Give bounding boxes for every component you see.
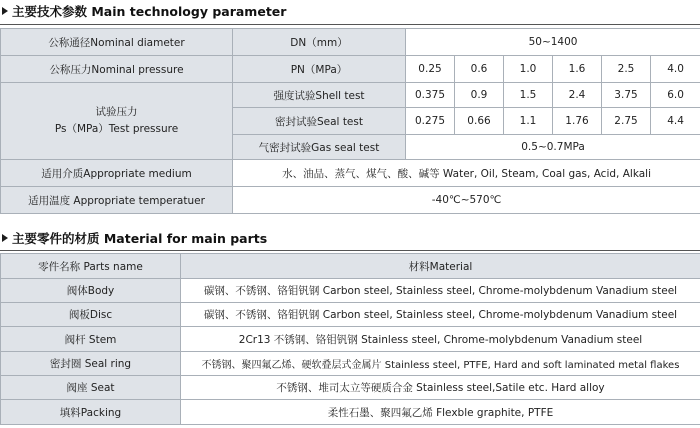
part-name-cell: 密封圈 Seal ring [1, 352, 181, 376]
part-name-cell: 填料Packing [1, 400, 181, 425]
dn-range-value: 50~1400 [406, 29, 700, 56]
table-row [1, 160, 700, 187]
part-name-cell: 阀板Disc [1, 303, 181, 327]
part-name-cell: 阀体Body [1, 279, 181, 303]
shell-test-value: 1.5 [504, 83, 553, 108]
pn-value: 0.25 [406, 56, 455, 83]
shell-test-value: 3.75 [602, 83, 651, 108]
shell-test-label: 强度试验Shell test [233, 83, 406, 108]
table-row [1, 279, 700, 303]
section-title: 主要技术参数 Main technology parameter [12, 4, 287, 19]
seal-test-value: 1.76 [553, 108, 602, 135]
part-material-cell: 柔性石墨、聚四氟乙烯 Flexble graphite, PTFE [181, 400, 700, 425]
table-row [1, 352, 700, 376]
part-material-cell: 碳钢、不锈钢、铬钼钒钢 Carbon steel, Stainless steel, Chrome-molybdenum Vanadium steel [181, 303, 700, 327]
table-row [1, 187, 700, 214]
table-row [1, 376, 700, 400]
pn-value: 1.6 [553, 56, 602, 83]
shell-test-value: 6.0 [651, 83, 700, 108]
technology-parameter-table [0, 28, 700, 214]
part-name-cell: 阀杆 Stem [1, 327, 181, 352]
section-title: 主要零件的材质 Material for main parts [12, 231, 268, 246]
shell-test-value: 0.9 [455, 83, 504, 108]
table-row [1, 400, 700, 425]
table-row [1, 303, 700, 327]
table-header-row [1, 254, 700, 279]
part-material-cell: 不锈钢、聚四氟乙烯、硬软叠层式金属片 Stainless steel, PTFE, Hard and soft laminated metal flakes [181, 352, 700, 376]
seal-test-value: 0.66 [455, 108, 504, 135]
seal-test-value: 1.1 [504, 108, 553, 135]
test-pressure-label [1, 83, 233, 160]
pn-value: 2.5 [602, 56, 651, 83]
table-row [1, 327, 700, 352]
test-pressure-label-cn: 试验压力 [95, 106, 138, 118]
section-heading-materials [2, 228, 267, 248]
shell-test-value: 2.4 [553, 83, 602, 108]
main-parts-material-table [0, 253, 700, 425]
pn-value: 1.0 [504, 56, 553, 83]
table-row [1, 83, 700, 108]
heading-rule [0, 250, 700, 251]
appropriate-medium-label: 适用介质Appropriate medium [1, 160, 233, 187]
part-material-cell: 碳钢、不锈钢、铬钼钒钢 Carbon steel, Stainless steel, Chrome-molybdenum Vanadium steel [181, 279, 700, 303]
column-header-parts-name: 零件名称 Parts name [1, 254, 181, 279]
appropriate-medium-value: 水、油品、蒸气、煤气、酸、碱等 Water, Oil, Steam, Coal gas, Acid, Alkali [233, 160, 700, 187]
heading-rule [0, 24, 700, 25]
appropriate-temperature-value: -40℃~570℃ [233, 187, 700, 214]
gas-seal-test-label: 气密封试验Gas seal test [233, 135, 406, 160]
dn-unit-label: DN（mm） [233, 29, 406, 56]
table-row [1, 56, 700, 83]
triangle-bullet-icon [2, 234, 8, 242]
part-material-cell: 2Cr13 不锈钢、铬钼钒钢 Stainless steel, Chrome-molybdenum Vanadium steel [181, 327, 700, 352]
triangle-bullet-icon [2, 7, 8, 15]
test-pressure-label-en: Ps（MPa）Test pressure [54, 123, 179, 135]
pn-value: 0.6 [455, 56, 504, 83]
seal-test-value: 2.75 [602, 108, 651, 135]
appropriate-temperature-label: 适用温度 Appropriate temperatuer [1, 187, 233, 214]
seal-test-label: 密封试验Seal test [233, 108, 406, 135]
seal-test-value: 4.4 [651, 108, 700, 135]
part-name-cell: 阀座 Seat [1, 376, 181, 400]
nominal-diameter-label: 公称通径Nominal diameter [1, 29, 233, 56]
pn-unit-label: PN（MPa） [233, 56, 406, 83]
column-header-material: 材料Material [181, 254, 700, 279]
seal-test-value: 0.275 [406, 108, 455, 135]
table-row [1, 29, 700, 56]
section-heading-technology [2, 1, 286, 21]
pn-value: 4.0 [651, 56, 700, 83]
shell-test-value: 0.375 [406, 83, 455, 108]
part-material-cell: 不锈钢、堆司太立等硬质合金 Stainless steel,Satile etc. Hard alloy [181, 376, 700, 400]
nominal-pressure-label: 公称压力Nominal pressure [1, 56, 233, 83]
gas-seal-test-value: 0.5~0.7MPa [406, 135, 700, 160]
